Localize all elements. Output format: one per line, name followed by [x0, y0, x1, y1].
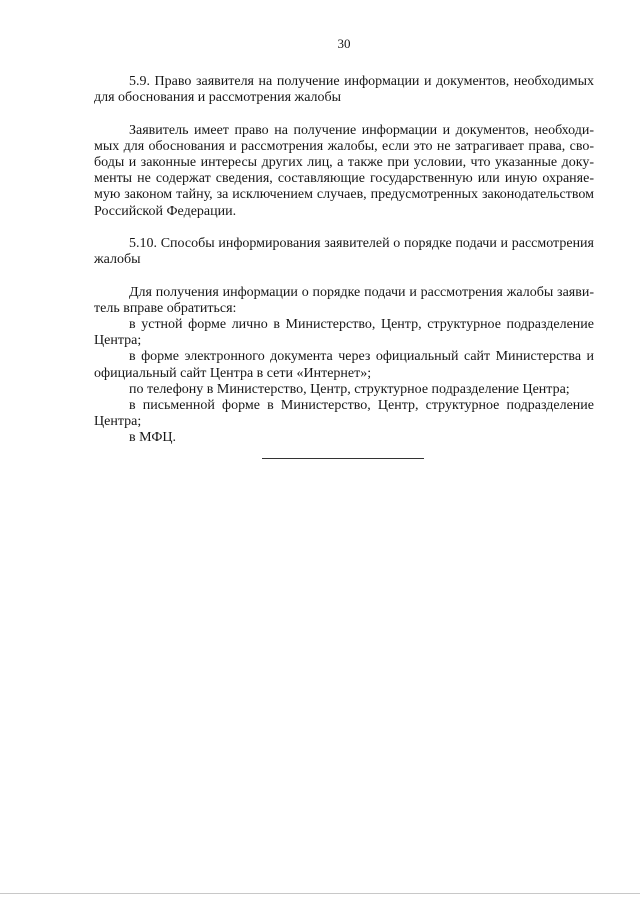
text-line: в письменной форме в Министерство, Центр, структурное подразделение [129, 398, 594, 414]
end-rule [262, 458, 424, 459]
text-line: в устной форме лично в Министерство, Центр, структурное подразделение [129, 317, 594, 332]
paragraph [94, 430, 594, 446]
text-line: в МФЦ. [129, 430, 177, 446]
page-edge-line [0, 893, 640, 894]
text-line: Заявитель имеет право на получение информации и документов, необходи- [129, 122, 594, 138]
paragraph [94, 285, 594, 317]
section-paragraphs [94, 123, 594, 220]
paragraph [94, 317, 594, 349]
text-line: Для получения информации о порядке подачи и рассмотрения жалобы заяви- [129, 284, 594, 300]
section [94, 74, 594, 220]
text-line: мых для обоснования и рассмотрения жалобы, если это не затрагивает права, сво- [94, 138, 594, 154]
heading-line: жалобы [94, 252, 141, 268]
document-body [94, 74, 594, 459]
heading-line: 5.10. Способы информирования заявителей о порядке подачи и рассмотрения [129, 236, 594, 251]
text-line: тель вправе обратиться: [94, 300, 237, 316]
heading-line: для обоснования и рассмотрения жалобы [94, 90, 342, 106]
paragraph [94, 349, 594, 381]
text-line: Центра; [94, 333, 142, 349]
section [94, 236, 594, 447]
heading-line: 5.9. Право заявителя на получение информации и документов, необходимых [129, 74, 594, 89]
paragraph [94, 382, 594, 398]
text-line: мую законом тайну, за исключением случаев, предусмотренных законодательством [94, 187, 594, 203]
text-line: боды и законные интересы других лиц, а также при условии, что указанные доку- [94, 155, 594, 170]
section-heading [94, 74, 594, 106]
paragraph [94, 123, 594, 220]
section-heading [94, 236, 594, 268]
page-number: 30 [337, 36, 351, 51]
text-line: менты не содержат сведения, составляющие государственную или иную охраняе- [94, 171, 594, 187]
paragraph [94, 398, 594, 430]
text-line: официальный сайт Центра в сети «Интернет»; [94, 365, 372, 381]
text-line: Центра; [94, 414, 142, 430]
text-line: Российской Федерации. [94, 203, 237, 219]
text-line: по телефону в Министерство, Центр, структурное подразделение Центра; [129, 381, 570, 397]
section-paragraphs [94, 285, 594, 447]
text-line: в форме электронного документа через официальный сайт Министерства и [129, 349, 594, 365]
